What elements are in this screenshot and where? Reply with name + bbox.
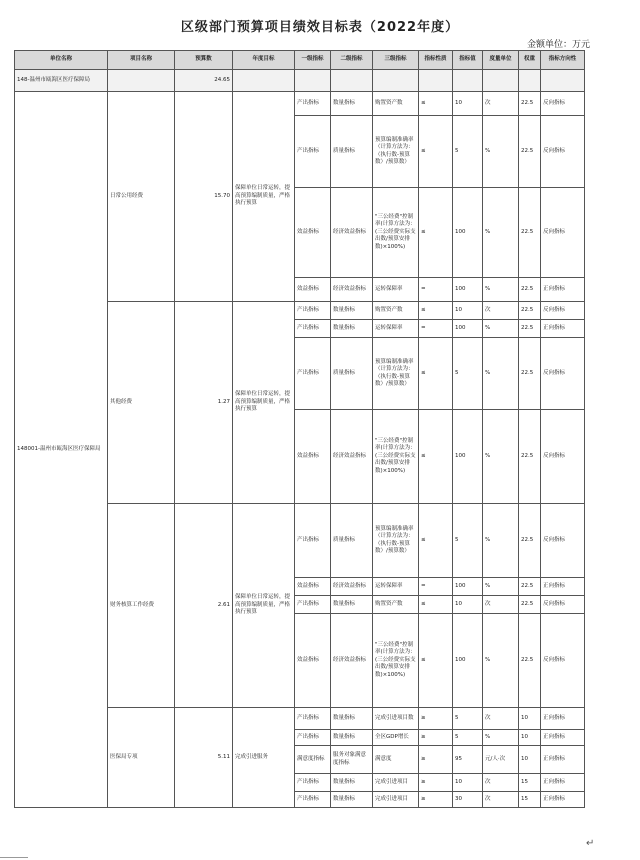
measure-unit-cell: % (483, 578, 519, 596)
weight-cell: 22.5 (519, 614, 541, 708)
level3-indicator-cell: 完成引进项目数 (373, 708, 419, 730)
level3-indicator-cell: 预算编制准确率（计算方法为：（执行数-预算数）/预算数） (373, 504, 419, 578)
direction-cell: 反向指标 (541, 504, 585, 578)
level2-indicator-cell: 经济效益指标 (331, 410, 373, 504)
indicator-nature-cell: ≤ (419, 504, 453, 578)
measure-unit-cell: % (483, 338, 519, 410)
direction-cell: 正向指标 (541, 708, 585, 730)
measure-unit-cell: 元/人·次 (483, 746, 519, 774)
level1-indicator-cell: 产出指标 (295, 596, 331, 614)
indicator-nature-cell: ≤ (419, 338, 453, 410)
direction-cell: 反向指标 (541, 188, 585, 278)
indicator-value-cell: 5 (453, 504, 483, 578)
level1-indicator-cell: 产出指标 (295, 730, 331, 746)
measure-unit-cell: 次 (483, 596, 519, 614)
indicator-value-cell: 5 (453, 116, 483, 188)
footer-rule (0, 857, 28, 858)
header-cell: 项目名称 (108, 51, 175, 70)
indicator-row (15, 92, 585, 116)
level3-indicator-cell: "三公经费"控制率(计算方法为：(三公经费实际支出数/预算安排数)×100%) (373, 188, 419, 278)
level2-indicator-cell: 数量指标 (331, 792, 373, 808)
indicator-value-cell: 5 (453, 338, 483, 410)
indicator-value-cell: 100 (453, 278, 483, 302)
level2-indicator-cell: 服务对象满意度指标 (331, 746, 373, 774)
level3-indicator-cell: 预算编制准确率（计算方法为：（执行数-预算数）/预算数） (373, 116, 419, 188)
project-name-cell: 日常公用经费 (108, 92, 175, 302)
header-cell: 度量单位 (483, 51, 519, 70)
level3-indicator-cell: 购置资产数 (373, 302, 419, 320)
level3-indicator-cell: 全区GDP增长 (373, 730, 419, 746)
measure-unit-cell: % (483, 278, 519, 302)
level3-indicator-cell: "三公经费"控制率(计算方法为：(三公经费实际支出数/预算安排数)×100%) (373, 410, 419, 504)
direction-cell: 正向指标 (541, 320, 585, 338)
level1-indicator-cell: 效益指标 (295, 410, 331, 504)
weight-cell: 22.5 (519, 92, 541, 116)
direction-cell: 正向指标 (541, 278, 585, 302)
header-cell: 一级指标 (295, 51, 331, 70)
amount-unit-label: 金额单位：万元 (526, 40, 590, 50)
performance-table (14, 50, 585, 808)
level3-indicator-cell: 预算编制准确率（计算方法为：（执行数-预算数）/预算数） (373, 338, 419, 410)
budget-amount-cell: 15.70 (175, 92, 233, 302)
level1-indicator-cell: 产出指标 (295, 92, 331, 116)
level1-indicator-cell: 满意度指标 (295, 746, 331, 774)
level1-indicator-cell: 产出指标 (295, 774, 331, 792)
measure-unit-cell: % (483, 410, 519, 504)
level2-indicator-cell: 数量指标 (331, 774, 373, 792)
direction-cell: 反向指标 (541, 410, 585, 504)
indicator-nature-cell: ≤ (419, 614, 453, 708)
indicator-value-cell: 10 (453, 596, 483, 614)
indicator-value-cell: 100 (453, 188, 483, 278)
level2-indicator-cell: 数量指标 (331, 708, 373, 730)
header-cell: 权重 (519, 51, 541, 70)
page-title: 区级部门预算项目绩效目标表（2022年度） (180, 20, 460, 35)
direction-cell: 反向指标 (541, 338, 585, 410)
measure-unit-cell: 次 (483, 792, 519, 808)
level1-indicator-cell: 产出指标 (295, 320, 331, 338)
project-name-cell: 医保局专项 (108, 708, 175, 808)
level2-indicator-cell: 数量指标 (331, 92, 373, 116)
level2-indicator-cell: 质量指标 (331, 338, 373, 410)
indicator-value-cell: 100 (453, 320, 483, 338)
level3-indicator-cell: 购置资产数 (373, 92, 419, 116)
indicator-nature-cell: ≤ (419, 92, 453, 116)
level2-indicator-cell: 数量指标 (331, 730, 373, 746)
measure-unit-cell: % (483, 730, 519, 746)
weight-cell: 10 (519, 746, 541, 774)
indicator-value-cell: 10 (453, 92, 483, 116)
level2-indicator-cell: 经济效益指标 (331, 614, 373, 708)
header-cell: 指标方向性 (541, 51, 585, 70)
weight-cell: 22.5 (519, 578, 541, 596)
weight-cell: 10 (519, 708, 541, 730)
weight-cell: 22.5 (519, 410, 541, 504)
level3-indicator-cell: 运转保障率 (373, 278, 419, 302)
level3-indicator-cell: 运转保障率 (373, 320, 419, 338)
header-cell: 年度目标 (233, 51, 295, 70)
indicator-nature-cell: ≥ (419, 792, 453, 808)
weight-cell: 22.5 (519, 596, 541, 614)
weight-cell: 22.5 (519, 278, 541, 302)
level1-indicator-cell: 效益指标 (295, 278, 331, 302)
level2-indicator-cell: 经济效益指标 (331, 278, 373, 302)
measure-unit-cell: % (483, 320, 519, 338)
indicator-nature-cell: ≥ (419, 746, 453, 774)
annual-goal-cell: 保障单位日常运转，提高预算编制质量，严格执行预算 (233, 504, 295, 708)
indicator-nature-cell: ≥ (419, 730, 453, 746)
level3-indicator-cell: 运转保障率 (373, 578, 419, 596)
level3-indicator-cell: 完成引进项目 (373, 774, 419, 792)
level2-indicator-cell: 质量指标 (331, 116, 373, 188)
annual-goal-cell: 保障单位日常运转，提高预算编制质量，严格执行预算 (233, 302, 295, 504)
measure-unit-cell: % (483, 188, 519, 278)
direction-cell: 正向指标 (541, 792, 585, 808)
level1-indicator-cell: 产出指标 (295, 116, 331, 188)
measure-unit-cell: 次 (483, 774, 519, 792)
weight-cell: 22.5 (519, 116, 541, 188)
header-cell: 二级指标 (331, 51, 373, 70)
level1-indicator-cell: 产出指标 (295, 302, 331, 320)
summary-row (15, 70, 585, 92)
weight-cell: 22.5 (519, 302, 541, 320)
level2-indicator-cell: 经济效益指标 (331, 188, 373, 278)
measure-unit-cell: % (483, 504, 519, 578)
weight-cell: 22.5 (519, 504, 541, 578)
indicator-nature-cell: ≥ (419, 708, 453, 730)
measure-unit-cell: % (483, 614, 519, 708)
indicator-value-cell: 100 (453, 614, 483, 708)
indicator-value-cell: 100 (453, 410, 483, 504)
header-cell: 三级指标 (373, 51, 419, 70)
indicator-nature-cell: ≤ (419, 302, 453, 320)
level2-indicator-cell: 数量指标 (331, 596, 373, 614)
direction-cell: 正向指标 (541, 746, 585, 774)
indicator-nature-cell: ≤ (419, 188, 453, 278)
project-name-cell: 财务核算工作经费 (108, 504, 175, 708)
direction-cell: 正向指标 (541, 730, 585, 746)
unit-name-cell: 148001-温州市瓯海区医疗保障局 (15, 92, 108, 808)
direction-cell: 反向指标 (541, 116, 585, 188)
annual-goal-cell: 保障单位日常运转，提高预算编制质量，严格执行预算 (233, 92, 295, 302)
level1-indicator-cell: 效益指标 (295, 188, 331, 278)
paragraph-mark-icon: ↵ (586, 838, 595, 849)
measure-unit-cell: % (483, 116, 519, 188)
level2-indicator-cell: 数量指标 (331, 320, 373, 338)
level3-indicator-cell: 满意度 (373, 746, 419, 774)
direction-cell: 反向指标 (541, 614, 585, 708)
level3-indicator-cell: 购置资产数 (373, 596, 419, 614)
direction-cell: 反向指标 (541, 596, 585, 614)
direction-cell: 反向指标 (541, 302, 585, 320)
level1-indicator-cell: 产出指标 (295, 792, 331, 808)
budget-amount-cell: 2.61 (175, 504, 233, 708)
level3-indicator-cell: 完成引进项目 (373, 792, 419, 808)
level1-indicator-cell: 效益指标 (295, 614, 331, 708)
indicator-value-cell: 30 (453, 792, 483, 808)
direction-cell: 反向指标 (541, 92, 585, 116)
weight-cell: 22.5 (519, 338, 541, 410)
indicator-nature-cell: ≤ (419, 116, 453, 188)
header-cell: 预算数 (175, 51, 233, 70)
weight-cell: 22.5 (519, 188, 541, 278)
header-row (15, 51, 585, 70)
indicator-value-cell: 5 (453, 730, 483, 746)
summary-unit-cell: 148-温州市瓯海区医疗保障局 (15, 70, 108, 92)
indicator-value-cell: 100 (453, 578, 483, 596)
indicator-nature-cell: ≤ (419, 596, 453, 614)
level2-indicator-cell: 质量指标 (331, 504, 373, 578)
annual-goal-cell: 完成引进服务 (233, 708, 295, 808)
level2-indicator-cell: 数量指标 (331, 302, 373, 320)
indicator-value-cell: 10 (453, 774, 483, 792)
indicator-nature-cell: ≤ (419, 410, 453, 504)
indicator-nature-cell: ≥ (419, 774, 453, 792)
measure-unit-cell: 次 (483, 708, 519, 730)
direction-cell: 正向指标 (541, 578, 585, 596)
summary-amount-cell: 24.65 (175, 70, 233, 92)
header-cell: 指标值 (453, 51, 483, 70)
indicator-value-cell: 95 (453, 746, 483, 774)
level1-indicator-cell: 产出指标 (295, 708, 331, 730)
indicator-nature-cell: = (419, 320, 453, 338)
indicator-value-cell: 10 (453, 302, 483, 320)
weight-cell: 10 (519, 730, 541, 746)
direction-cell: 正向指标 (541, 774, 585, 792)
header-cell: 指标性质 (419, 51, 453, 70)
header-cell: 单位名称 (15, 51, 108, 70)
indicator-nature-cell: = (419, 578, 453, 596)
indicator-nature-cell: = (419, 278, 453, 302)
level1-indicator-cell: 效益指标 (295, 578, 331, 596)
budget-amount-cell: 1.27 (175, 302, 233, 504)
measure-unit-cell: 次 (483, 302, 519, 320)
project-name-cell: 其他经费 (108, 302, 175, 504)
level3-indicator-cell: "三公经费"控制率(计算方法为：(三公经费实际支出数/预算安排数)×100%) (373, 614, 419, 708)
measure-unit-cell: 次 (483, 92, 519, 116)
level2-indicator-cell: 经济效益指标 (331, 578, 373, 596)
level1-indicator-cell: 产出指标 (295, 504, 331, 578)
budget-amount-cell: 5.11 (175, 708, 233, 808)
weight-cell: 15 (519, 792, 541, 808)
indicator-value-cell: 5 (453, 708, 483, 730)
level1-indicator-cell: 产出指标 (295, 338, 331, 410)
weight-cell: 22.5 (519, 320, 541, 338)
weight-cell: 15 (519, 774, 541, 792)
